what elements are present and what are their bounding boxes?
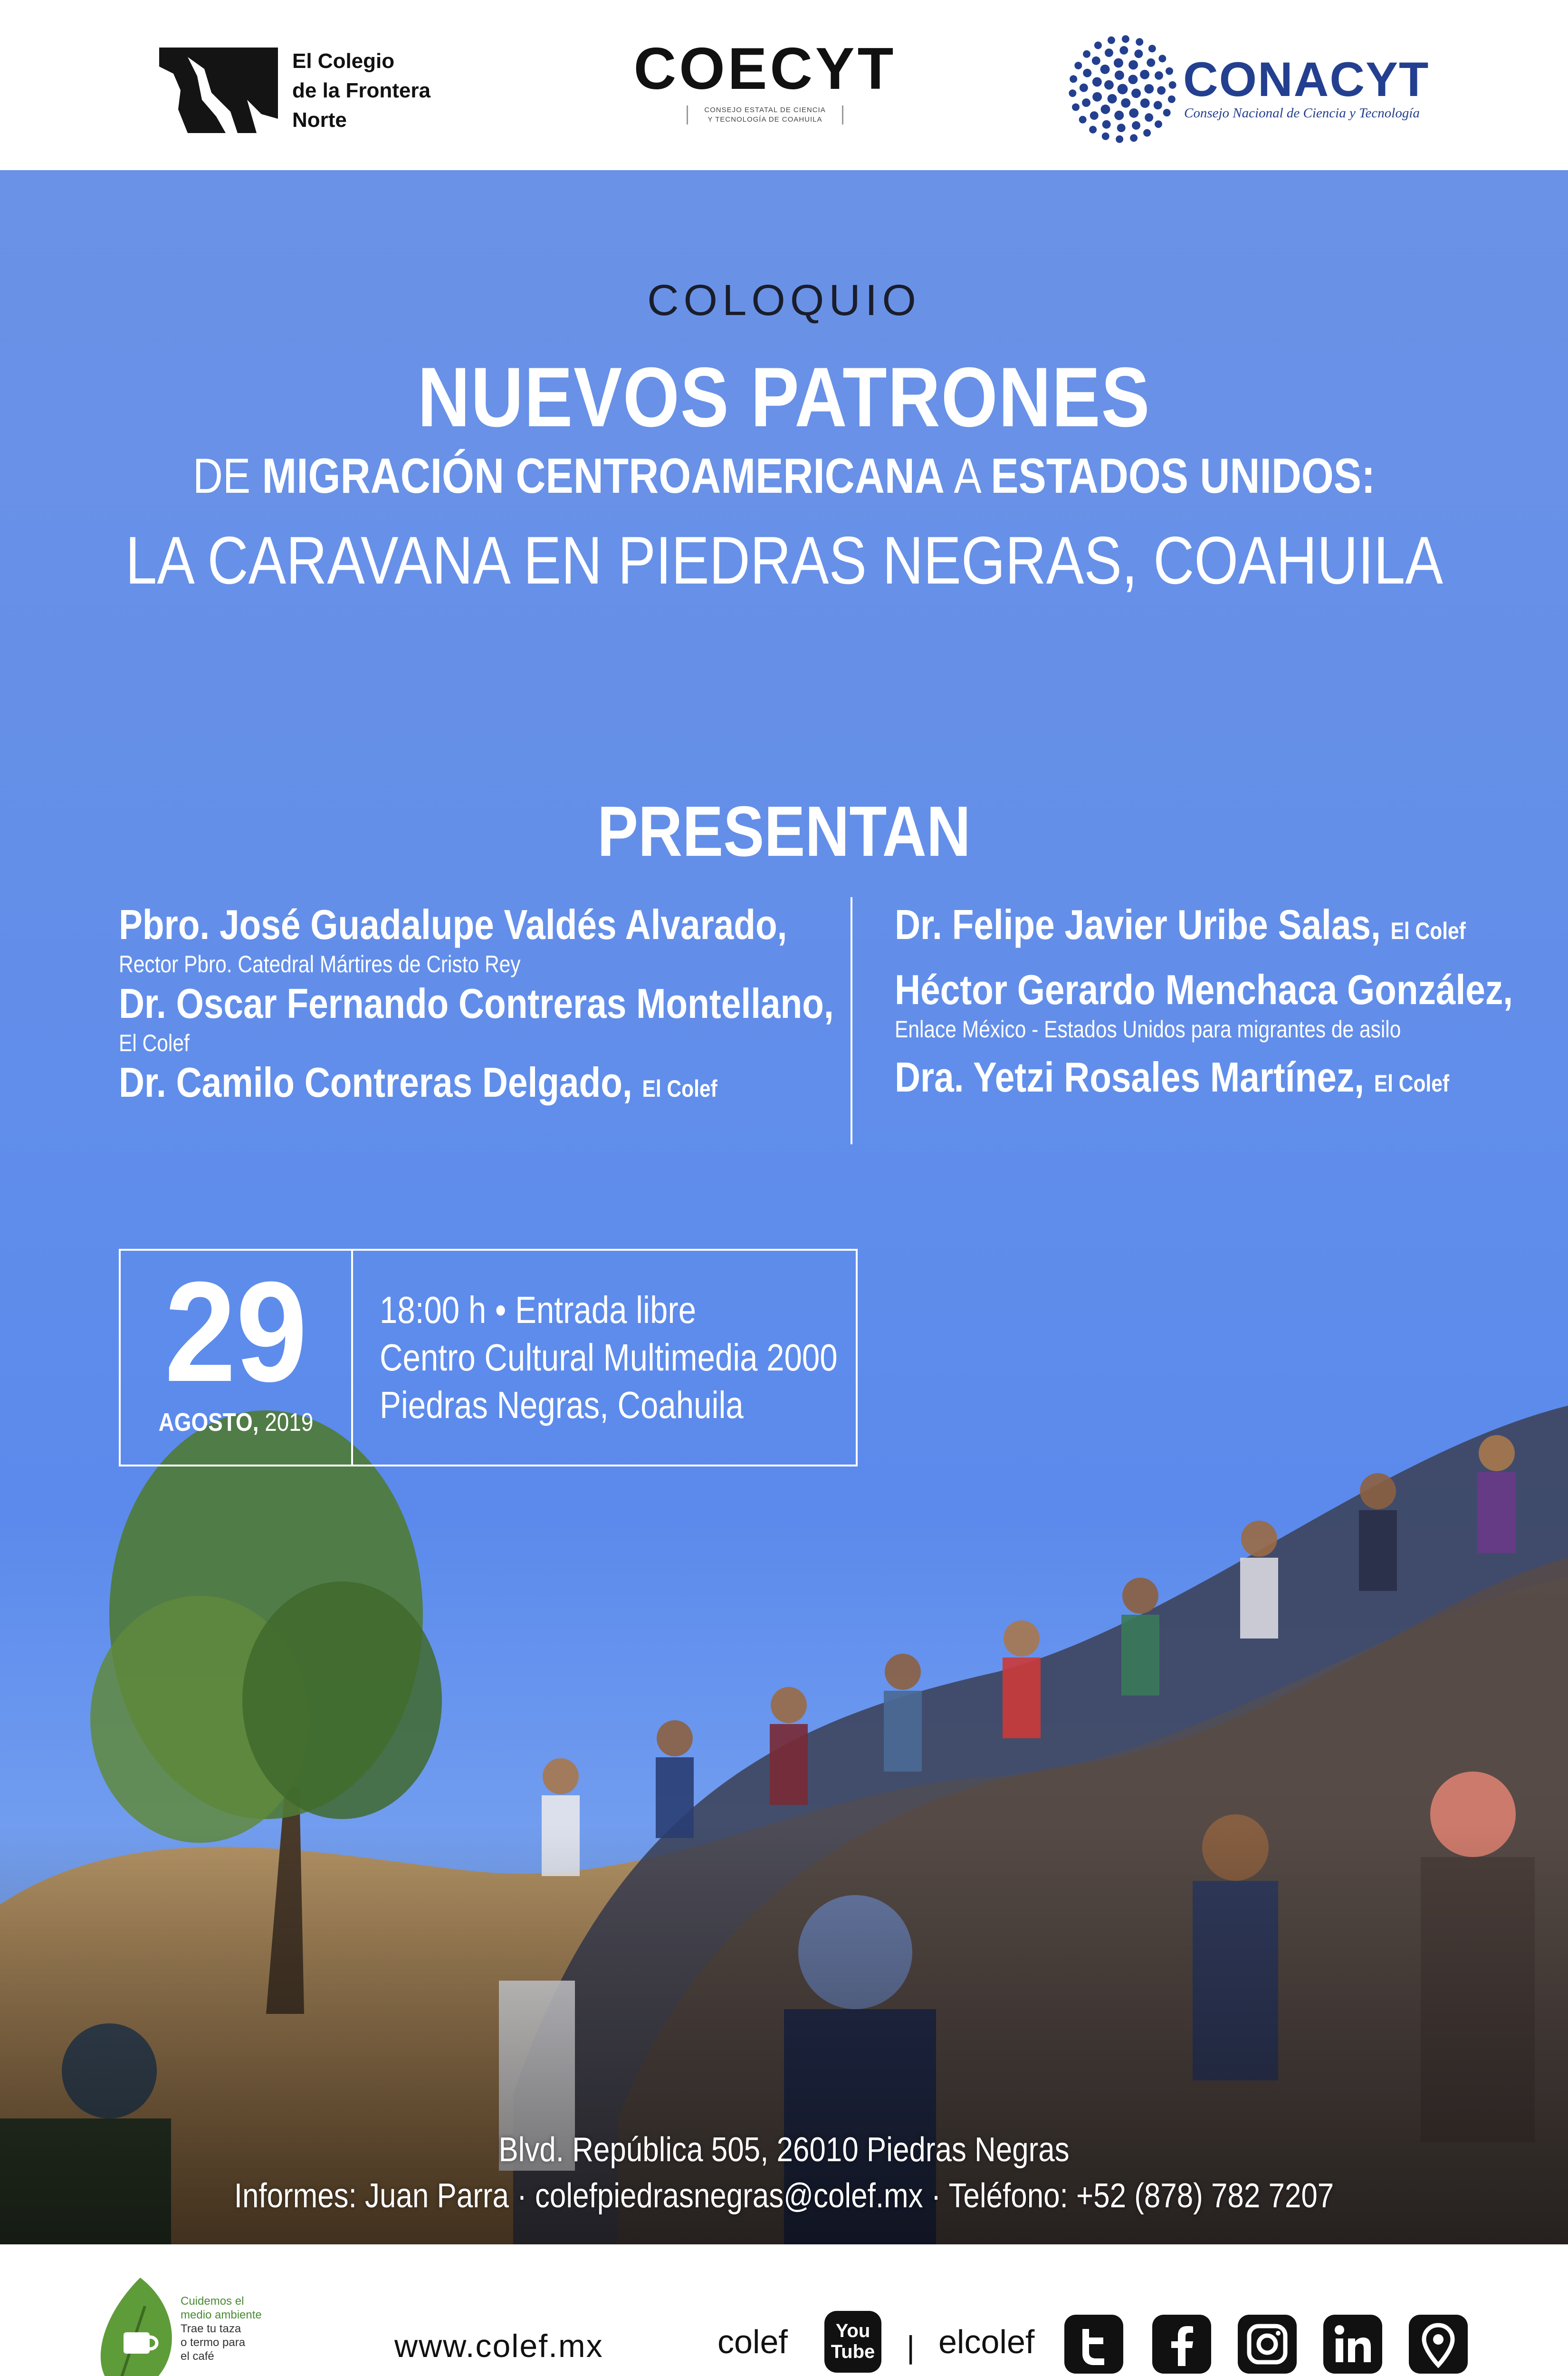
venue-address: Blvd. República 505, 26010 Piedras Negras	[498, 2131, 1070, 2169]
event-city: Piedras Negras, Coahuila	[380, 1384, 744, 1426]
social-handle-elcolef: elcolef	[938, 2323, 1035, 2360]
speaker	[119, 900, 832, 978]
speaker-affiliation: Enlace México - Estados Unidos para migrantes de asilo	[895, 1016, 1401, 1043]
linkedin-icon[interactable]	[1323, 2315, 1382, 2374]
instagram-icon[interactable]	[1238, 2315, 1297, 2374]
speaker-name: Pbro. José Guadalupe Valdés Alvarado,	[119, 901, 787, 948]
date-divider	[351, 1251, 353, 1465]
coecyt-logo	[622, 38, 908, 138]
header-logos	[0, 0, 1568, 170]
social-handle-colef: colef	[717, 2323, 788, 2360]
event-month-year: AGOSTO, 2019	[158, 1408, 314, 1437]
speakers-divider	[851, 897, 852, 1144]
social-separator: |	[907, 2329, 915, 2365]
speaker-name: Dr. Felipe Javier Uribe Salas, El Colef	[895, 901, 1466, 948]
speakers-right	[895, 900, 1527, 1109]
eco-message: Cuidemos el medio ambiente Trae tu taza o termo para el café	[181, 2295, 262, 2363]
event-subtitle: DE MIGRACIÓN CENTROAMERICANA A ESTADOS UNIDOS:	[192, 449, 1376, 504]
contact-info: Informes: Juan Parra · colefpiedrasnegras@colef.mx · Teléfono: +52 (878) 782 7207	[234, 2177, 1334, 2215]
coecyt-wordmark: COECYT	[633, 36, 897, 102]
conacyt-subtitle: Consejo Nacional de Ciencia y Tecnología	[1184, 105, 1420, 121]
speaker-affiliation: El Colef	[642, 1075, 717, 1102]
speaker-affiliation: El Colef	[1374, 1070, 1450, 1097]
event-details	[380, 1286, 838, 1429]
twitter-icon[interactable]	[1064, 2315, 1123, 2374]
website-link[interactable]: www.colef.mx	[394, 2328, 603, 2364]
event-title: NUEVOS PATRONES	[417, 350, 1151, 444]
event-time: 18:00 h • Entrada libre	[380, 1289, 697, 1331]
event-venue: Centro Cultural Multimedia 2000	[380, 1336, 838, 1379]
colef-logo	[159, 48, 278, 133]
speaker	[895, 900, 1527, 956]
facebook-icon[interactable]	[1152, 2315, 1211, 2374]
event-date-box	[119, 1249, 858, 1466]
speaker-name: Dra. Yetzi Rosales Martínez, El Colef	[895, 1054, 1450, 1101]
presentan-heading: PRESENTAN	[597, 791, 971, 871]
speaker	[895, 1052, 1527, 1109]
event-type: COLOQUIO	[647, 276, 921, 325]
poster-main	[0, 170, 1568, 2244]
event-tagline: LA CARAVANA EN PIEDRAS NEGRAS, COAHUILA	[125, 523, 1443, 598]
speaker	[119, 1057, 832, 1114]
colef-name: El Colegio de la Frontera Norte	[292, 49, 430, 132]
speaker-affiliation: El Colef	[119, 1030, 190, 1056]
youtube-icon[interactable]: You Tube	[824, 2311, 881, 2373]
conacyt-dots-logo	[1067, 33, 1178, 145]
leaf-cup-icon	[97, 2278, 183, 2376]
speaker	[895, 965, 1527, 1044]
speaker-name: Dr. Oscar Fernando Contreras Montellano,	[119, 980, 834, 1027]
speakers-left	[119, 900, 832, 1114]
speaker-affiliation: Rector Pbro. Catedral Mártires de Cristo Rey	[119, 951, 521, 977]
event-day: 29	[164, 1252, 307, 1411]
conacyt-wordmark: CONACYT	[1183, 52, 1430, 106]
speaker-name: Dr. Camilo Contreras Delgado, El Colef	[119, 1059, 717, 1106]
speaker	[119, 978, 832, 1057]
speaker-affiliation: El Colef	[1390, 918, 1466, 944]
speaker-name: Héctor Gerardo Menchaca González,	[895, 966, 1513, 1013]
footer	[0, 2244, 1568, 2376]
location-icon[interactable]	[1409, 2315, 1468, 2374]
coecyt-subtitle: CONSEJO ESTATAL DE CIENCIA Y TECNOLOGÍA DE COAHUILA	[687, 105, 843, 125]
